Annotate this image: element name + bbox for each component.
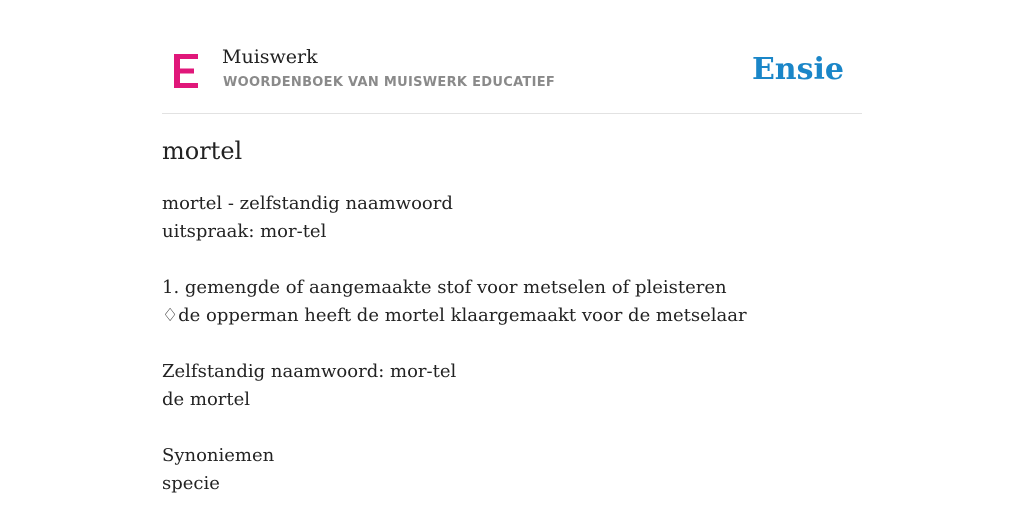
entry-line-pronunciation: uitspraak: mor-tel [162,221,327,242]
entry-blank-line [162,414,862,442]
entry-line-definition: 1. gemengde of aangemaakte stof voor metselen of pleisteren [162,277,727,298]
brand-subtitle: WOORDENBOEK VAN MUISWERK EDUCATIEF [223,75,556,90]
brand-name[interactable]: Muiswerk [222,46,318,68]
entry-line-word-class: mortel - zelfstandig naamwoord [162,193,453,214]
entry-line-synonym: specie [162,473,220,494]
site-header [162,0,862,114]
ensie-logo-link[interactable]: Ensie [751,52,844,87]
entry-body [162,190,862,498]
entry-line-example: ♢de opperman heeft de mortel klaargemaakt voor de metselaar [162,305,747,326]
entry-line-synonyms-heading: Synoniemen [162,445,275,466]
entry-line-article: de mortel [162,389,251,410]
entry-blank-line [162,330,862,358]
entry-blank-line [162,246,862,274]
page-title: mortel [162,137,243,165]
muiswerk-e-logo-icon[interactable] [172,53,200,89]
entry-line-noun-split: Zelfstandig naamwoord: mor-tel [162,361,457,382]
